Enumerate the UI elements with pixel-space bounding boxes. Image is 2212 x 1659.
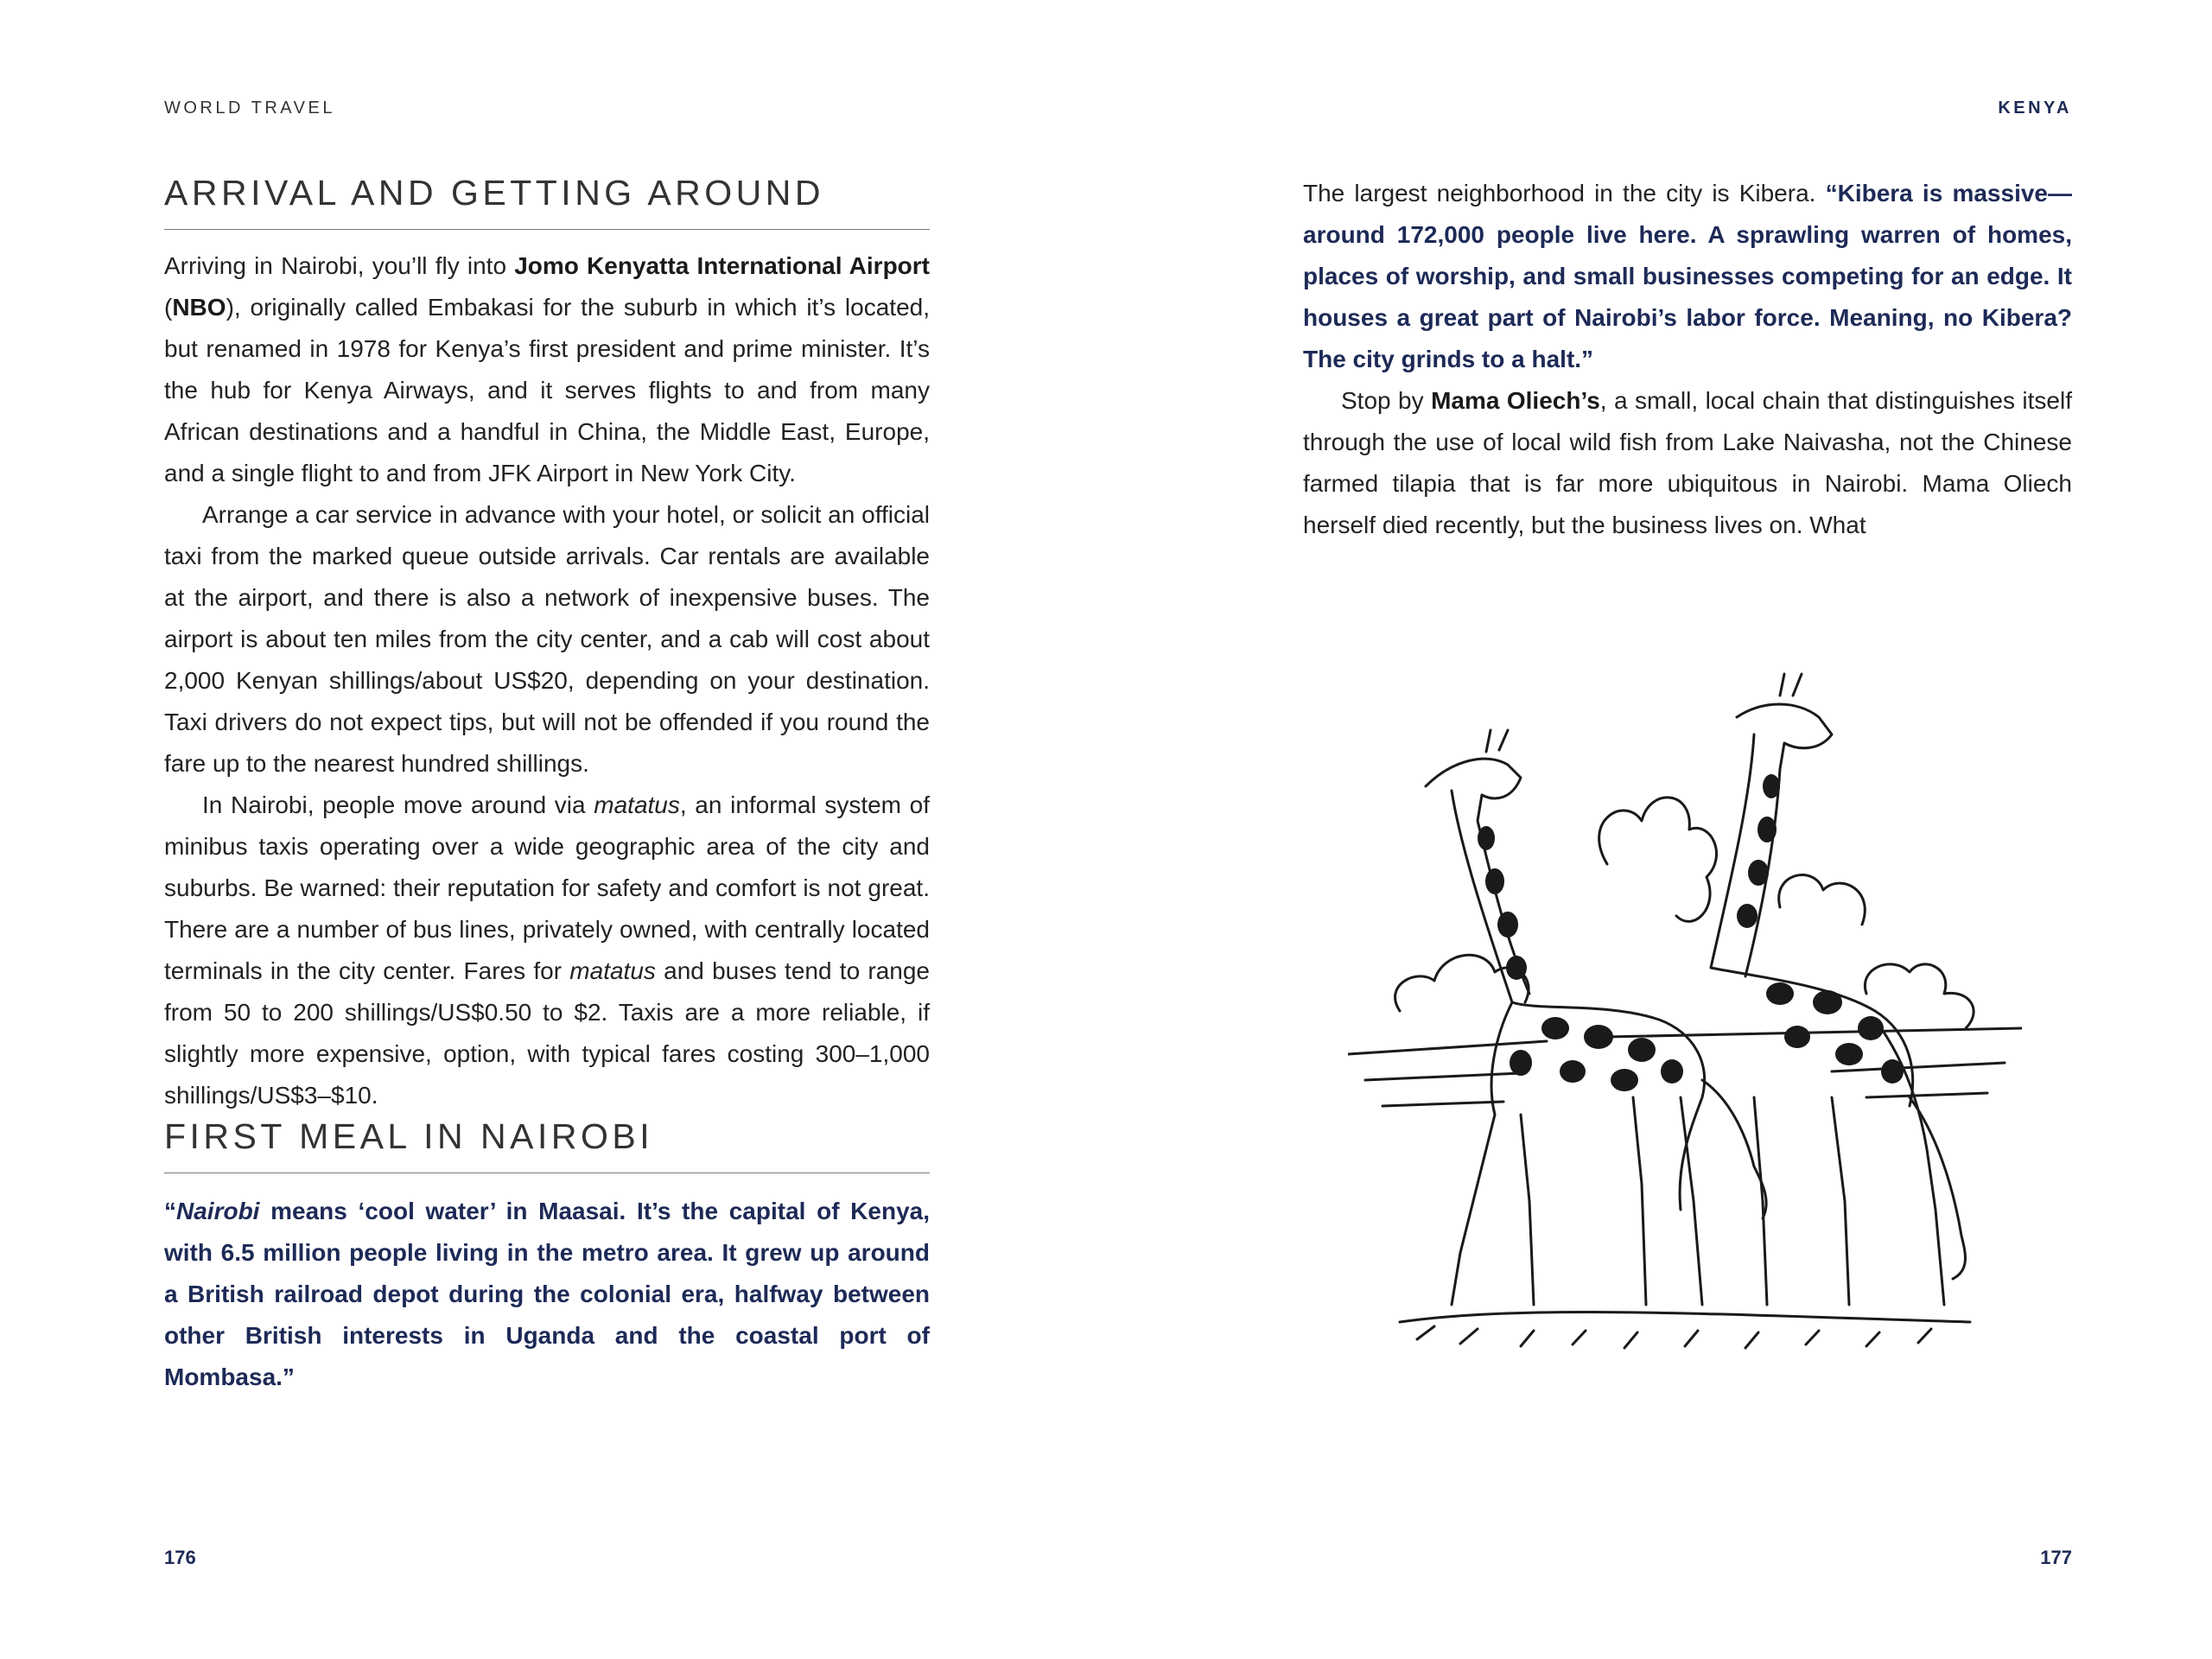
- airport-name: Jomo Kenyatta International Airport: [514, 252, 930, 279]
- right-page-column: [1303, 173, 2072, 546]
- arrival-body: [164, 245, 930, 1116]
- pull-quote-nairobi: [164, 1191, 930, 1398]
- text-run: , a small, local chain that distinguishes itself through the use of local wild fish from Lake Naivasha, not the Chinese farmed tilapia that is far more ubiquitous in Nairobi. Mama Oliech herself died recently, but the business lives on. What: [1303, 387, 2073, 538]
- text-run: ), originally called Embakasi for the suburb in which it’s located, but renamed in 1978 for Kenya’s first president and prime minister. It’s the hub for Kenya Airways, and it serves flights to and from many African destinations and a handful in China, the Middle East, Europe, and a single flight to and from JFK Airport in New York City.: [164, 294, 930, 486]
- page-number-right: 177: [2040, 1547, 2072, 1568]
- left-page-column: [164, 173, 930, 1398]
- paragraph: [1303, 173, 2072, 380]
- paragraph: [164, 245, 930, 494]
- italic-term: matatus: [594, 791, 680, 818]
- running-head-left: WORLD TRAVEL: [164, 99, 335, 118]
- text-run: In Nairobi, people move around via: [202, 791, 594, 818]
- text-run: (: [164, 294, 173, 321]
- pull-quote-kibera: “Kibera is massive—around 172,000 people live here. A sprawling warren of homes, places of worship, and small businesses competing for an edge. It houses a great part of Nairobi’s labor force. Meaning, no Kibera? The city grinds to a halt.”: [1303, 180, 2072, 372]
- text-run: “: [164, 1198, 176, 1224]
- text-run: and buses tend to range from 50 to 200 shillings/US$0.50 to $2. Taxis are a more reliable, if slightly more expensive, option, with typical fares costing 300–1,000 shillings/US$3–$10.: [164, 957, 931, 1109]
- giraffes-drawing: [1348, 648, 2022, 1426]
- text-run: , an informal system of minibus taxis operating over a wide geographic area of the city and suburbs. Be warned: their reputation for safety and comfort is not great. There are a number of bus lines, privately owned, with centrally located terminals in the city center. Fares for: [164, 791, 931, 984]
- italic-term: matatus: [569, 957, 656, 984]
- text-run: Arriving in Nairobi, you’ll fly into: [164, 252, 515, 279]
- page-number-left: 176: [164, 1547, 196, 1568]
- italic-term: Nairobi: [176, 1198, 260, 1224]
- running-head-right: KENYA: [1998, 99, 2072, 118]
- giraffes-illustration: [1348, 648, 2022, 1426]
- airport-code: NBO: [172, 294, 226, 321]
- restaurant-name: Mama Oliech’s: [1431, 387, 1600, 414]
- text-run: Stop by: [1341, 387, 1432, 414]
- paragraph: [164, 785, 930, 1116]
- text-run: means ‘cool water’ in Maasai. It’s the capital of Kenya, with 6.5 million people living in the metro area. It grew up around a British railroad depot during the colonial era, halfway between other British interests in Uganda and the coastal port of Mombasa.”: [164, 1198, 930, 1390]
- section-title-first-meal: FIRST MEAL IN NAIROBI: [164, 1116, 930, 1173]
- paragraph: Arrange a car service in advance with your hotel, or solicit an official taxi from the marked queue outside arrivals. Car rentals are available at the airport, and there is also a network of inexpensive buses. The airport is about ten miles from the city center, and a cab will cost about 2,000 Kenyan shillings/about US$20, depending on your destination. Taxi drivers do not expect tips, but will not be offended if you round the fare up to the nearest hundred shillings.: [164, 501, 930, 777]
- section-title-arrival: ARRIVAL AND GETTING AROUND: [164, 173, 930, 230]
- paragraph: [1303, 380, 2072, 546]
- text-run: The largest neighborhood in the city is Kibera.: [1303, 180, 1826, 207]
